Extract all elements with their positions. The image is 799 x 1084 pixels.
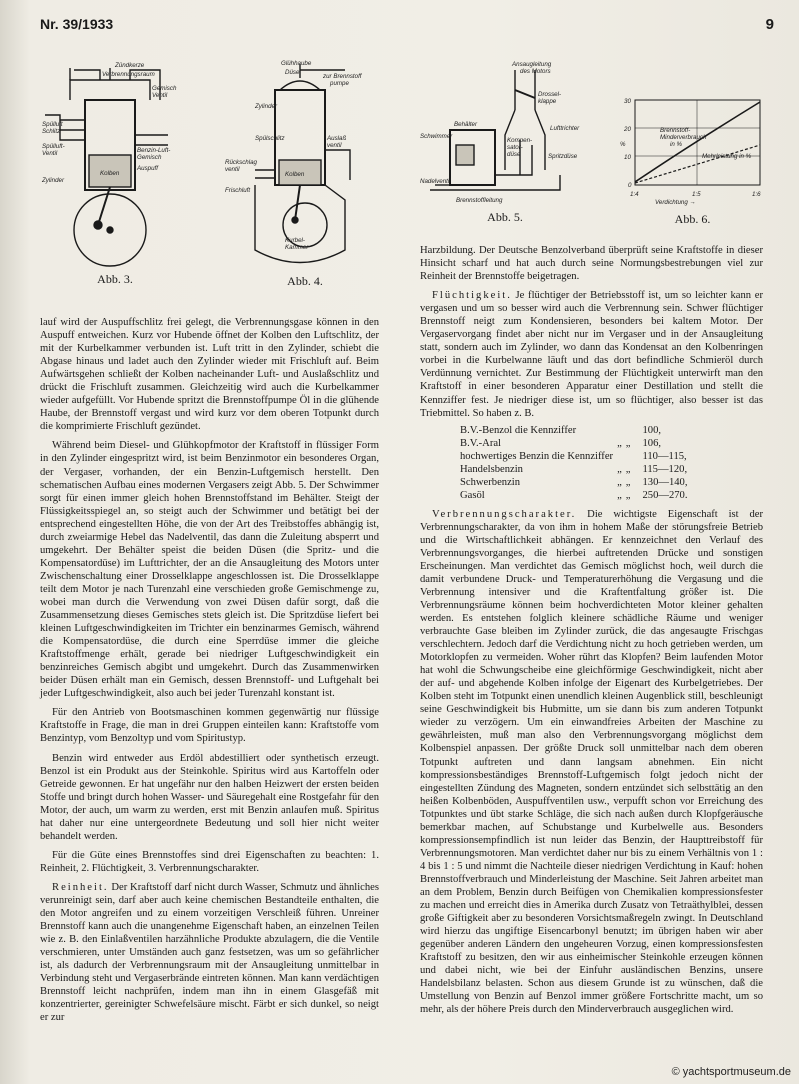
paragraph: Während beim Diesel- und Glühkopfmotor der Kraftstoff in flüssiger Form in den Zylinder eingespritzt wird, ist beim Benzinmotor ein besonderes Organ, der Vergaser, vorhanden, der ein Benzin-Luftgemisch herstellt. Den schematischen Aufbau eines modernen Vergasers zeigt Abb. 5. Der Schwimmer sorgt für einen immer gleich hohen Brennstoffstand im Behälter. Steigt der Flüssigkeitsspiegel an, so steigt auch der Schwimmer und betätigt bei der entsprechend eingestellten Höhe, die von der Art des Treibstoffes abhängig ist, durch zweiarmige Hebel das Nadelventil, das dann die Zuleitung absperrt und umgekehrt. Der Behälter speist die beiden Düsen (die Spritz- und die Kompensatordüse) im Lufttrichter, der an die Ansaugleitung des Motors unter Zwischenschaltung einer Drosselklappe angeschlossen ist. Die Drosselklappe teilt dem Motor je nach Turenzahl eine verschieden große Gemischmenge zu, wobei man durch die Verwendung von zwei Düsen dafür sorgt, daß die Zusammensetzung dieses Gemisches stets gleich ist. Die Spritzdüse liefert bei kleinen Luftgeschwindigkeiten im Trichter ein benzinarmes Gemisch, während die Kompensatordüse, die durch eine Sperrdüse immer die gleiche Kraftstoffmenge erhält, gerade bei niedriger Luftgeschwindigkeit ein benzinreiches Gemisch abgibt und umgekehrt. Durch das Zusammenwirken beider Düsen erhält man ein Gemisch, dessen Brennstoff- und Luftgehalt bei jeder Luftgeschwindigkeit, also auch bei jeder Turenzahl konstant ist. [40, 440, 379, 700]
svg-text:Verdichtung →: Verdichtung → [655, 199, 696, 206]
svg-text:Verbrennungsraum: Verbrennungsraum [102, 71, 155, 78]
svg-text:0: 0 [628, 182, 632, 189]
carburetor-diagram [420, 60, 590, 208]
svg-text:Drossel-: Drossel- [538, 91, 562, 98]
svg-text:1:5: 1:5 [692, 191, 701, 198]
svg-text:Nadelventil: Nadelventil [420, 178, 451, 185]
svg-text:Ventil: Ventil [42, 150, 58, 157]
paragraph: Verbrennungscharakter. Die wichtigste Eigenschaft ist der Verbrennungscharakter, da von ihm in hohem Maße der störungsfreie Betrieb und die Wirtschaftlichkeit abhängen. Er kennzeichnet den Verlauf des Verbrennungsvorganges, die hierbei auftretenden Drücke und sonstigen Erscheinungen. Man verdichtet das Gemisch möglichst hoch, weil durch die damit verbundene Druck- und Temperaturerhöhung die Vergasung und die Verbrennung intensiver und die Kraftentfaltung größer ist. Die Verbrennungsräume können beim hochverdichteten Motor kleiner gehalten werden. Es entstehen folglich kleinere schädliche Räume und weniger verbrauchte Gase bleiben im Zylinder zurück, die das angesaugte Frischgas verschlechtern. Jedoch darf die Verdichtung nicht zu hoch getrieben werden, um Motorklopfen zu vermeiden. Woher rührt das Klopfen? Beim laufenden Motor hat wohl die Schwungscheibe eine gleichförmige Geschwindigkeit, nicht aber der auf- und abgehende Kolben infolge der Eigenart des Kurbelgetriebes. Der Kolben steht im Totpunkt einen unendlich kleinen Augenblick still, beschleunigt seine Geschwindigkeit bis Hubmitte, um sie dann bis zum anderen Totpunkt wieder zu verzögern. Um ein einwandfreies Arbeiten der Maschine zu gewährleisten, muß man also den Verbrennungsvorgang möglichst dem Kolbenspiel anpassen. Der größte Druck soll unmittelbar nach dem oberen Totpunkt auftreten und dann langsam abnehmen. Ein nicht kompressionsbeständiges Brennstoff-Luftgemisch folgt jedoch nicht der eingestellten Zündung des Magneten, sondern entzündet sich selbsttätig an den heißen Kolbenböden, Auspuffventilen usw., verpufft schon vor Erreichung des Totpunktes und übt starke Schläge, die sich nach außen durch Klopfgeräusche bemerkbar machen, auf Schubstange und Kurbelwelle aus. Besonders kompressionsempfindlich ist nun leider das Benzin, der Haupttreibstoff für Verbrennungsmotoren. Man verdichtet daher nur bis zu einem Verhältnis von 1 : 4 bis 1 : 5 und nimmt die Nachteile dieser niedrigen Verdichtung in Kauf: hohen Brennstoffverbrauch und Minderleistung der Maschine. Seit Jahren arbeitet man an dem Problem, Benzin durch Beifügen von Chemikalien kompressionsfester zu machen und erreicht dies in Amerika durch Zusatz von Tetraäthylblei, dessen große Giftigkeit aber zu besonderen Vorsichtsmaßregeln zwingt. In Deutschland wird hierzu das ungiftige Eisencarbonyl benutzt; im übrigen haben wir aber gegenüber anderen Ländern den ungeheuren Vorzug, einen kompressionsfesten Kraftstoff zu besitzen, den wir aus einheimischer Steinkohle erzeugen können und dabei nicht, wie bei der Einfuhr ausländischen Benzins, unsere Handelsbilanz belasten. Schon aus diesem Grunde ist zu wünschen, daß die Umstellung von Benzin auf Benzol immer größere Fortschritte macht, um so mehr, als der höhere Preis durch den Minderverbrauch ausgeglichen wird. [420, 508, 763, 1016]
fuel-cell-a [617, 450, 626, 463]
svg-text:%: % [620, 141, 626, 148]
svg-text:zur Brennstoff: zur Brennstoff [323, 73, 362, 80]
fuel-cell-b [626, 424, 635, 437]
paragraph: lauf wird der Auspuffschlitz frei gelegt, die Verbrennungsgase können in den Auspuff entweichen. Kurz vor Hubende öffnet der Kolben den Luftschlitz, der mit der Kurbelkammer verbunden ist. Luft tritt in den Zylinder, schiebt die Abgase hinaus und ladet auch den Zylinder wieder mit Frischluft auf. Beim Aufwärtsgehen schließt der Kolben nacheinander Luft- und Auslaßschlitz und drückt die Frischluft zusammen. Gleichzeitig wird auch die Kurbelkammer wieder aufgefüllt. Vor Hubende spritzt die Brennstoffpumpe Öl in die glühende Haube, der Brennstoff vergast und wird kurz vor dem oberen Totpunkt durch die komprimierte Frischluft gezündet. [40, 317, 379, 433]
svg-text:Minderverbrauch: Minderverbrauch [660, 134, 707, 141]
fuel-saving-curve [635, 102, 760, 182]
svg-text:Kammer: Kammer [285, 244, 309, 251]
svg-text:Schlitz: Schlitz [42, 128, 61, 135]
fuel-cell-name: Handelsbenzin [460, 463, 523, 475]
fuel-row [460, 476, 692, 489]
svg-text:Kompen-: Kompen- [507, 137, 533, 144]
svg-text:düse: düse [507, 151, 521, 158]
svg-text:Spülluft-: Spülluft- [42, 143, 65, 150]
left-column [40, 316, 379, 1024]
svg-text:Düse: Düse [285, 69, 300, 76]
svg-text:Frischluft: Frischluft [225, 187, 251, 194]
fuel-cell-b: „ [625, 489, 631, 501]
svg-text:Brennstoffleitung: Brennstoffleitung [456, 197, 503, 204]
svg-text:Lufttrichter: Lufttrichter [550, 125, 580, 132]
fuel-cell-value: 106, [642, 437, 662, 449]
fuel-row [460, 424, 692, 437]
paragraph: Flüchtigkeit. Je flüchtiger der Betriebsstoff ist, um so leichter kann er vergasen und um so besser wird auch die Verbrennung sein. Schwer flüchtiger Brennstoff neigt zum Kondensieren, besonders bei kaltem Motor. Der Vergaservorgang findet aber nicht nur im Vergaser und in der Ansaugleitung statt, sondern auch im Zylinder, wo dann das Kondensat an den Kolbenringen vorbei in die Kurbelwanne läuft und das dort befindliche Schmieröl durch Verdünnung vernichtet. Zur Bestimmung der Flüchtigkeit unterwirft man den Kraftstoff in einer besonderen Apparatur einer Destillation und stellt die Kennziffer fest. Je niedriger diese ist, um so flüchtiger, also besser ist das Triebmittel. So haben z. B. [420, 290, 763, 419]
fuel-cell-a: „ [617, 489, 622, 501]
fuel-cell-name: B.V.-Aral [460, 437, 501, 449]
svg-text:ventil: ventil [225, 166, 240, 173]
compression-chart [610, 90, 775, 208]
svg-text:Gemisch: Gemisch [152, 85, 177, 92]
svg-text:Rückschlag: Rückschlag [225, 159, 257, 166]
svg-text:Brennstoff-: Brennstoff- [660, 127, 691, 134]
fuel-cell-value: 250—270. [642, 489, 688, 501]
figure-3-caption: Abb. 3. [97, 272, 133, 286]
fuel-index-table [460, 424, 692, 502]
fuel-cell-a: „ [617, 476, 622, 488]
right-column [420, 244, 763, 1016]
svg-text:Auspuff: Auspuff [137, 165, 158, 172]
svg-text:Ventil: Ventil [152, 92, 168, 99]
svg-text:klappe: klappe [538, 98, 557, 105]
page-number: 9 [765, 16, 774, 33]
svg-text:Zylinder: Zylinder [42, 177, 65, 184]
figure-3 [40, 60, 190, 290]
figure-4 [225, 60, 385, 295]
watermark: © yachtsportmuseum.de [671, 1066, 791, 1078]
svg-text:Zylinder: Zylinder [255, 103, 278, 110]
paragraph: Reinheit. Der Kraftstoff darf nicht durch Wasser, Schmutz und ähnliches verunreinigt sein, darf aber auch keine chemischen Bestandteile enthalten, die den Motor angreifen und zu einem vorzeitigen Verschleiß führen. Unreiner Brennstoff kann auch die unangenehme Eigenschaft haben, an einzelnen Teilen wie z. B. den Einlaßventilen harzähnliche Produkte abzulagern, die die Ventile verschmieren, unter Umständen auch ganz festsetzen, was um so gefährlicher ist, als dadurch der Verbrennungsraum mit der Ansaugleitung unmittelbar in Verbindung steht und Vergaserbrände eintreten können. Man kann verdächtigen Brennstoff leicht nachprüfen, indem man ihn in einem Glasgefäß mit konzentrierter, gereinigter Schwefelsäure mischt. Färbt er sich dunkel, so neigt er zur [40, 881, 379, 1024]
paragraph: Für die Güte eines Brennstoffes sind drei Eigenschaften zu beachten: 1. Reinheit, 2. Flüchtigkeit, 3. Verbrennungscharakter. [40, 849, 379, 874]
svg-text:Gemisch: Gemisch [137, 154, 162, 161]
paragraph: Für den Antrieb von Bootsmaschinen kommen gegenwärtig nur flüssige Kraftstoffe in Frage, die man in drei Gruppen einteilen kann: Kraftstoffe vom Benzintyp, vom Benzoltyp und vom Spiritustyp. [40, 707, 379, 745]
fuel-row [460, 437, 692, 450]
fuel-cell-name: Schwerbenzin [460, 476, 521, 488]
figure-6 [610, 90, 775, 235]
paragraph: Harzbildung. Der Deutsche Benzolverband überprüft seine Kraftstoffe in dieser Hinsicht scharf und hat auch durch seine Normungsbestrebungen viel zur Reinheit der Brennstoffe beigetragen. [420, 245, 763, 283]
fuel-row [460, 489, 692, 502]
fuel-cell-name: B.V.-Benzol die Kennziffer [460, 424, 577, 436]
fuel-cell-value: 115—120, [642, 463, 688, 475]
fuel-cell-name: hochwertiges Benzin die Kennziffer [460, 450, 614, 462]
figure-4-caption: Abb. 4. [287, 274, 323, 288]
figure-6-caption: Abb. 6. [674, 212, 711, 226]
svg-text:1:6: 1:6 [752, 191, 761, 198]
fuel-cell-a [617, 424, 626, 437]
fuel-row [460, 450, 692, 463]
svg-text:Behälter: Behälter [454, 121, 478, 128]
section-heading: Flüchtigkeit. [432, 290, 512, 302]
fuel-cell-name: Gasöl [460, 489, 485, 501]
svg-text:Spritzdüse: Spritzdüse [548, 153, 578, 160]
svg-text:ventil: ventil [327, 142, 342, 149]
fuel-cell-b: „ [625, 463, 631, 475]
svg-text:30: 30 [624, 98, 631, 105]
fuel-cell-a: „ [617, 463, 622, 475]
glow-head-engine-diagram [225, 60, 385, 275]
fuel-row [460, 463, 692, 476]
svg-text:Kolben: Kolben [285, 171, 305, 178]
svg-text:pumpe: pumpe [330, 80, 349, 87]
fuel-cell-b [626, 450, 635, 463]
svg-text:in %: in % [670, 141, 683, 148]
fuel-cell-value: 130—140, [642, 476, 688, 488]
fuel-cell-b: „ [625, 476, 631, 488]
svg-text:Glühhaube: Glühhaube [281, 60, 312, 67]
svg-text:Kurbel-: Kurbel- [285, 237, 305, 244]
fuel-cell-b: „ [625, 437, 631, 449]
svg-text:1:4: 1:4 [630, 191, 639, 198]
svg-text:Auslaß: Auslaß [327, 135, 347, 142]
two-stroke-engine-diagram [40, 60, 190, 272]
svg-text:Spülschlitz: Spülschlitz [255, 135, 285, 142]
svg-text:sator-: sator- [507, 144, 523, 151]
section-heading: Verbrennungscharakter. [432, 508, 577, 520]
issue-number: Nr. 39/1933 [40, 16, 114, 32]
svg-text:20: 20 [624, 126, 631, 133]
fuel-cell-a: „ [617, 437, 622, 449]
svg-text:10: 10 [624, 154, 631, 161]
svg-text:des Motors: des Motors [520, 68, 551, 75]
section-heading: Reinheit. [52, 881, 109, 893]
svg-text:Spülluft: Spülluft [42, 121, 63, 128]
figure-5-caption: Abb. 5. [487, 210, 523, 224]
fuel-cell-value: 100, [642, 424, 662, 436]
fuel-cell-value: 110—115, [642, 450, 687, 462]
svg-text:Mehrleistung in %: Mehrleistung in % [702, 153, 752, 160]
power-gain-curve [635, 145, 760, 183]
svg-text:Ansaugleitung: Ansaugleitung [512, 61, 552, 68]
svg-text:Kolben: Kolben [100, 170, 120, 177]
svg-text:Schwimmer: Schwimmer [420, 133, 453, 140]
svg-text:Benzin-Luft-: Benzin-Luft- [137, 147, 171, 154]
paragraph: Benzin wird entweder aus Erdöl abdestilliert oder synthetisch erzeugt. Benzol ist ein Produkt aus der Steinkohle. Spiritus wird aus Kartoffeln oder Getreide gewonnen. Er hat ungefähr nur den halben Heizwert der ersten beiden Stoffe und bringt durch hohen Wasser- und Säuregehalt eine Rostgefahr für den Motor, der auch, um warm zu werden, erst mit Benzin anlaufen muß. Spiritus hat daher nur eine untergeordnete Bedeutung und soll hier nicht weiter behandelt werden. [40, 752, 379, 842]
figure-5 [420, 60, 590, 230]
svg-text:Zündkerze: Zündkerze [115, 62, 145, 69]
